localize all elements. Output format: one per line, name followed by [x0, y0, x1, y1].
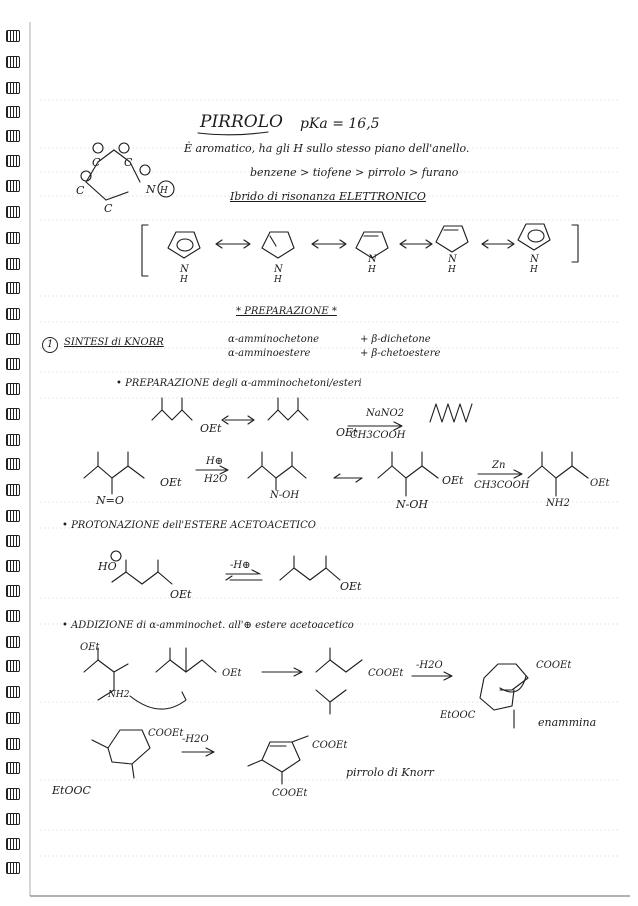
reactivity-order: benzene > tiofene > pirrolo > furano	[250, 166, 459, 179]
label-etooc-1: EtOOC	[440, 710, 476, 721]
svg-text:N: N	[530, 254, 539, 265]
label-n-oh-2: N-OH	[396, 498, 428, 511]
svg-text:H: H	[160, 186, 168, 196]
label-etooc-2: EtOOC	[52, 784, 91, 797]
svg-text:HO: HO	[98, 560, 117, 573]
reagent-h-plus: H⊕	[206, 456, 224, 467]
svg-text:OEt: OEt	[200, 422, 222, 435]
svg-text:C: C	[76, 184, 85, 197]
knorr-line1a: α-amminochetone	[228, 334, 320, 345]
svg-text:OEt: OEt	[170, 588, 192, 601]
label-oet-2: OEt	[442, 474, 464, 487]
pka-value: pKa = 16,5	[300, 116, 380, 132]
reagent-ch3cooh: CH3COOH	[350, 430, 406, 441]
svg-text:OEt: OEt	[340, 580, 362, 593]
label-pirrolo-knorr: pirrolo di Knorr	[346, 766, 434, 779]
knorr-line2a: α-amminoestere	[228, 348, 311, 359]
reagent-h2o: H2O	[204, 474, 228, 485]
knorr-line2b: + β-chetoestere	[360, 348, 441, 359]
label-oet-3: OEt	[590, 478, 610, 489]
svg-text:N: N	[368, 254, 377, 265]
label-minus-h2o-2: -H2O	[182, 734, 209, 745]
resonance-structures	[142, 224, 578, 276]
knorr-title: SINTESI di KNORR	[64, 337, 164, 348]
label-nh2: NH2	[546, 498, 570, 509]
page-title: PIRROLO	[200, 112, 283, 132]
svg-text:H: H	[448, 265, 456, 275]
svg-text:C: C	[124, 156, 133, 169]
label-cooet-5: COOEt	[272, 788, 308, 799]
section-preparation: * PREPARAZIONE *	[236, 306, 337, 317]
label-enammina: enammina	[538, 716, 597, 729]
reagent-zn: Zn	[492, 460, 506, 471]
label-n-oh-1: N-OH	[270, 490, 300, 501]
svg-text:H: H	[180, 275, 188, 285]
resonance-heading: Ibrido di risonanza ELETTRONICO	[230, 190, 426, 203]
label-cooet-1: COOEt	[368, 668, 404, 679]
svg-text:N: N	[448, 254, 457, 265]
label-n-o: N=O	[96, 494, 124, 507]
svg-text:N: N	[180, 264, 189, 275]
svg-text:H: H	[530, 265, 538, 275]
protonation-sketch	[112, 556, 340, 584]
reagent-ch3cooh-2: CH3COOH	[474, 480, 530, 491]
knorr-number: 1	[42, 337, 58, 353]
svg-text:C: C	[92, 156, 101, 169]
svg-text:N: N	[274, 264, 283, 275]
label-minus-h: -H⊕	[230, 560, 251, 571]
addition-heading: • ADDIZIONE di α-amminochet. all'⊕ estere acetoacetico	[62, 620, 354, 631]
label-oet-1: OEt	[160, 476, 182, 489]
svg-text:H: H	[274, 275, 282, 285]
label-nh2-2: NH2	[108, 690, 130, 700]
reagent-nano2: NaNO2	[366, 408, 405, 419]
svg-text:OEt: OEt	[336, 426, 358, 439]
label-minus-h2o-1: -H2O	[416, 660, 443, 671]
svg-text:C: C	[104, 202, 113, 215]
label-cooet-3: COOEt	[148, 728, 184, 739]
svg-text:N: N	[146, 183, 156, 196]
label-cooet-4: COOEt	[312, 740, 348, 751]
aromatic-note: È aromatico, ha gli H sullo stesso piano dell'anello.	[184, 142, 470, 155]
svg-text:H: H	[368, 265, 376, 275]
label-cooet-2: COOEt	[536, 660, 572, 671]
label-oet-5: OEt	[222, 668, 242, 679]
knorr-line1b: + β-dichetone	[360, 334, 431, 345]
label-oet-4: OEt	[80, 642, 100, 653]
prep-amino-heading: • PREPARAZIONE degli α-amminochetoni/esteri	[116, 378, 362, 389]
protonation-heading: • PROTONAZIONE dell'ESTERE ACETOACETICO	[62, 520, 316, 531]
